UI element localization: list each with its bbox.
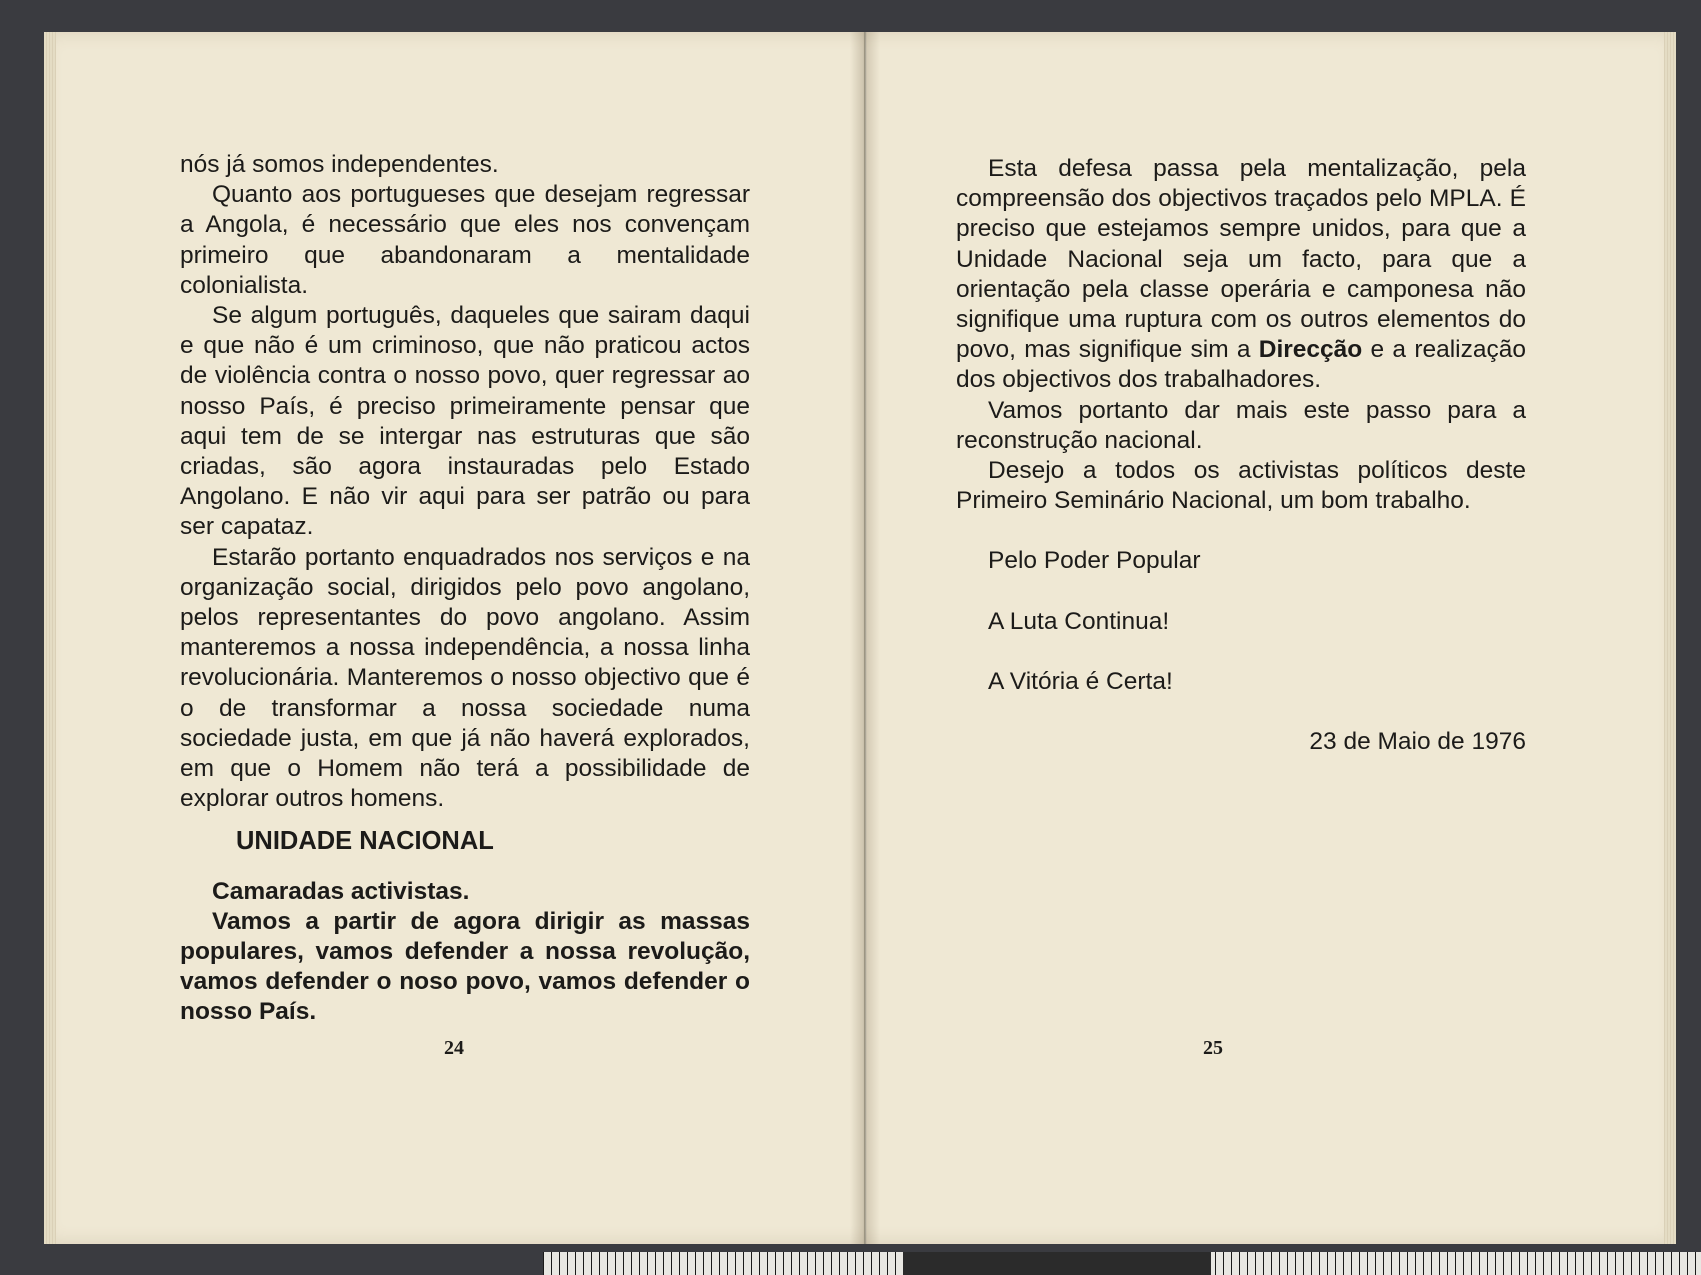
slogan: A Vitória é Certa! [988,667,1173,695]
paragraph [956,154,1526,396]
left-page [44,32,865,1244]
paragraph: Quanto aos portugueses que desejam regressar a Angola, é necessário que eles nos convençam primeiro que abandonaram a mentalidade colonialista. [180,181,750,299]
paragraph: Estarão portanto enquadrados nos serviços e na organização social, dirigidos pelo povo angolano, pelos representantes do povo angolano. Assim manteremos a nossa independência, a nossa linha revolucionária. Manteremos o nosso objectivo que é o de transformar a nossa sociedade numa sociedade justa, em que já não haverá explorados, em que o Homem não terá a possibilidade de explorar outros homens. [180,543,750,813]
signature-date: 23 de Maio de 1976 [1309,728,1526,756]
paragraph-salutation: Camaradas activistas. [212,877,470,905]
slogan: Pelo Poder Popular [988,547,1201,575]
book-spine-fold [850,32,880,1244]
open-booklet [44,32,1676,1244]
right-page [865,32,1676,1244]
right-page-body [956,154,1526,757]
ruler-dark-band [903,1252,1211,1275]
paragraph-text: Esta defesa passa pela mentalização, pela compreensão dos objectivos traçados pelo MPLA. É preciso que estejamos sempre unidos, para que a Unidade Nacional seja um facto, para que a orientação pela classe operária e camponesa não signifique uma ruptura com os outros elementos do povo, mas signifique sim a [956,155,1526,364]
paragraph: Vamos a partir de agora dirigir as massas populares, vamos defender a nossa revolução, vamos defender o noso povo, vamos defender o nosso País. [180,907,750,1026]
slogan: A Luta Continua! [988,607,1170,635]
closing-slogans [956,546,1526,697]
paragraph-continuation: nós já somos independentes. [180,151,499,178]
emphasis-text: Direcção [1258,336,1363,364]
page-number: 25 [1203,1037,1223,1059]
paragraph-text: e a realização dos objectivos dos trabalhadores. [956,336,1526,394]
paragraph: Desejo a todos os activistas políticos deste Primeiro Seminário Nacional, um bom trabalho. [956,457,1526,515]
left-page-body [180,150,750,1028]
section-heading: UNIDADE NACIONAL [236,827,494,856]
page-number: 24 [444,1037,464,1059]
paragraph: Vamos portanto dar mais este passo para a reconstrução nacional. [956,396,1526,454]
paragraph: Se algum português, daqueles que sairam daqui e que não é um criminoso, que não praticou actos de violência contra o nosso povo, quer regressar ao nosso País, é preciso primeiramente pensar que aqui tem de se intergar nas estruturas que são criadas, são agora instauradas pelo Estado Angolano. E não vir aqui para ser patrão ou para ser capataz. [180,302,750,541]
